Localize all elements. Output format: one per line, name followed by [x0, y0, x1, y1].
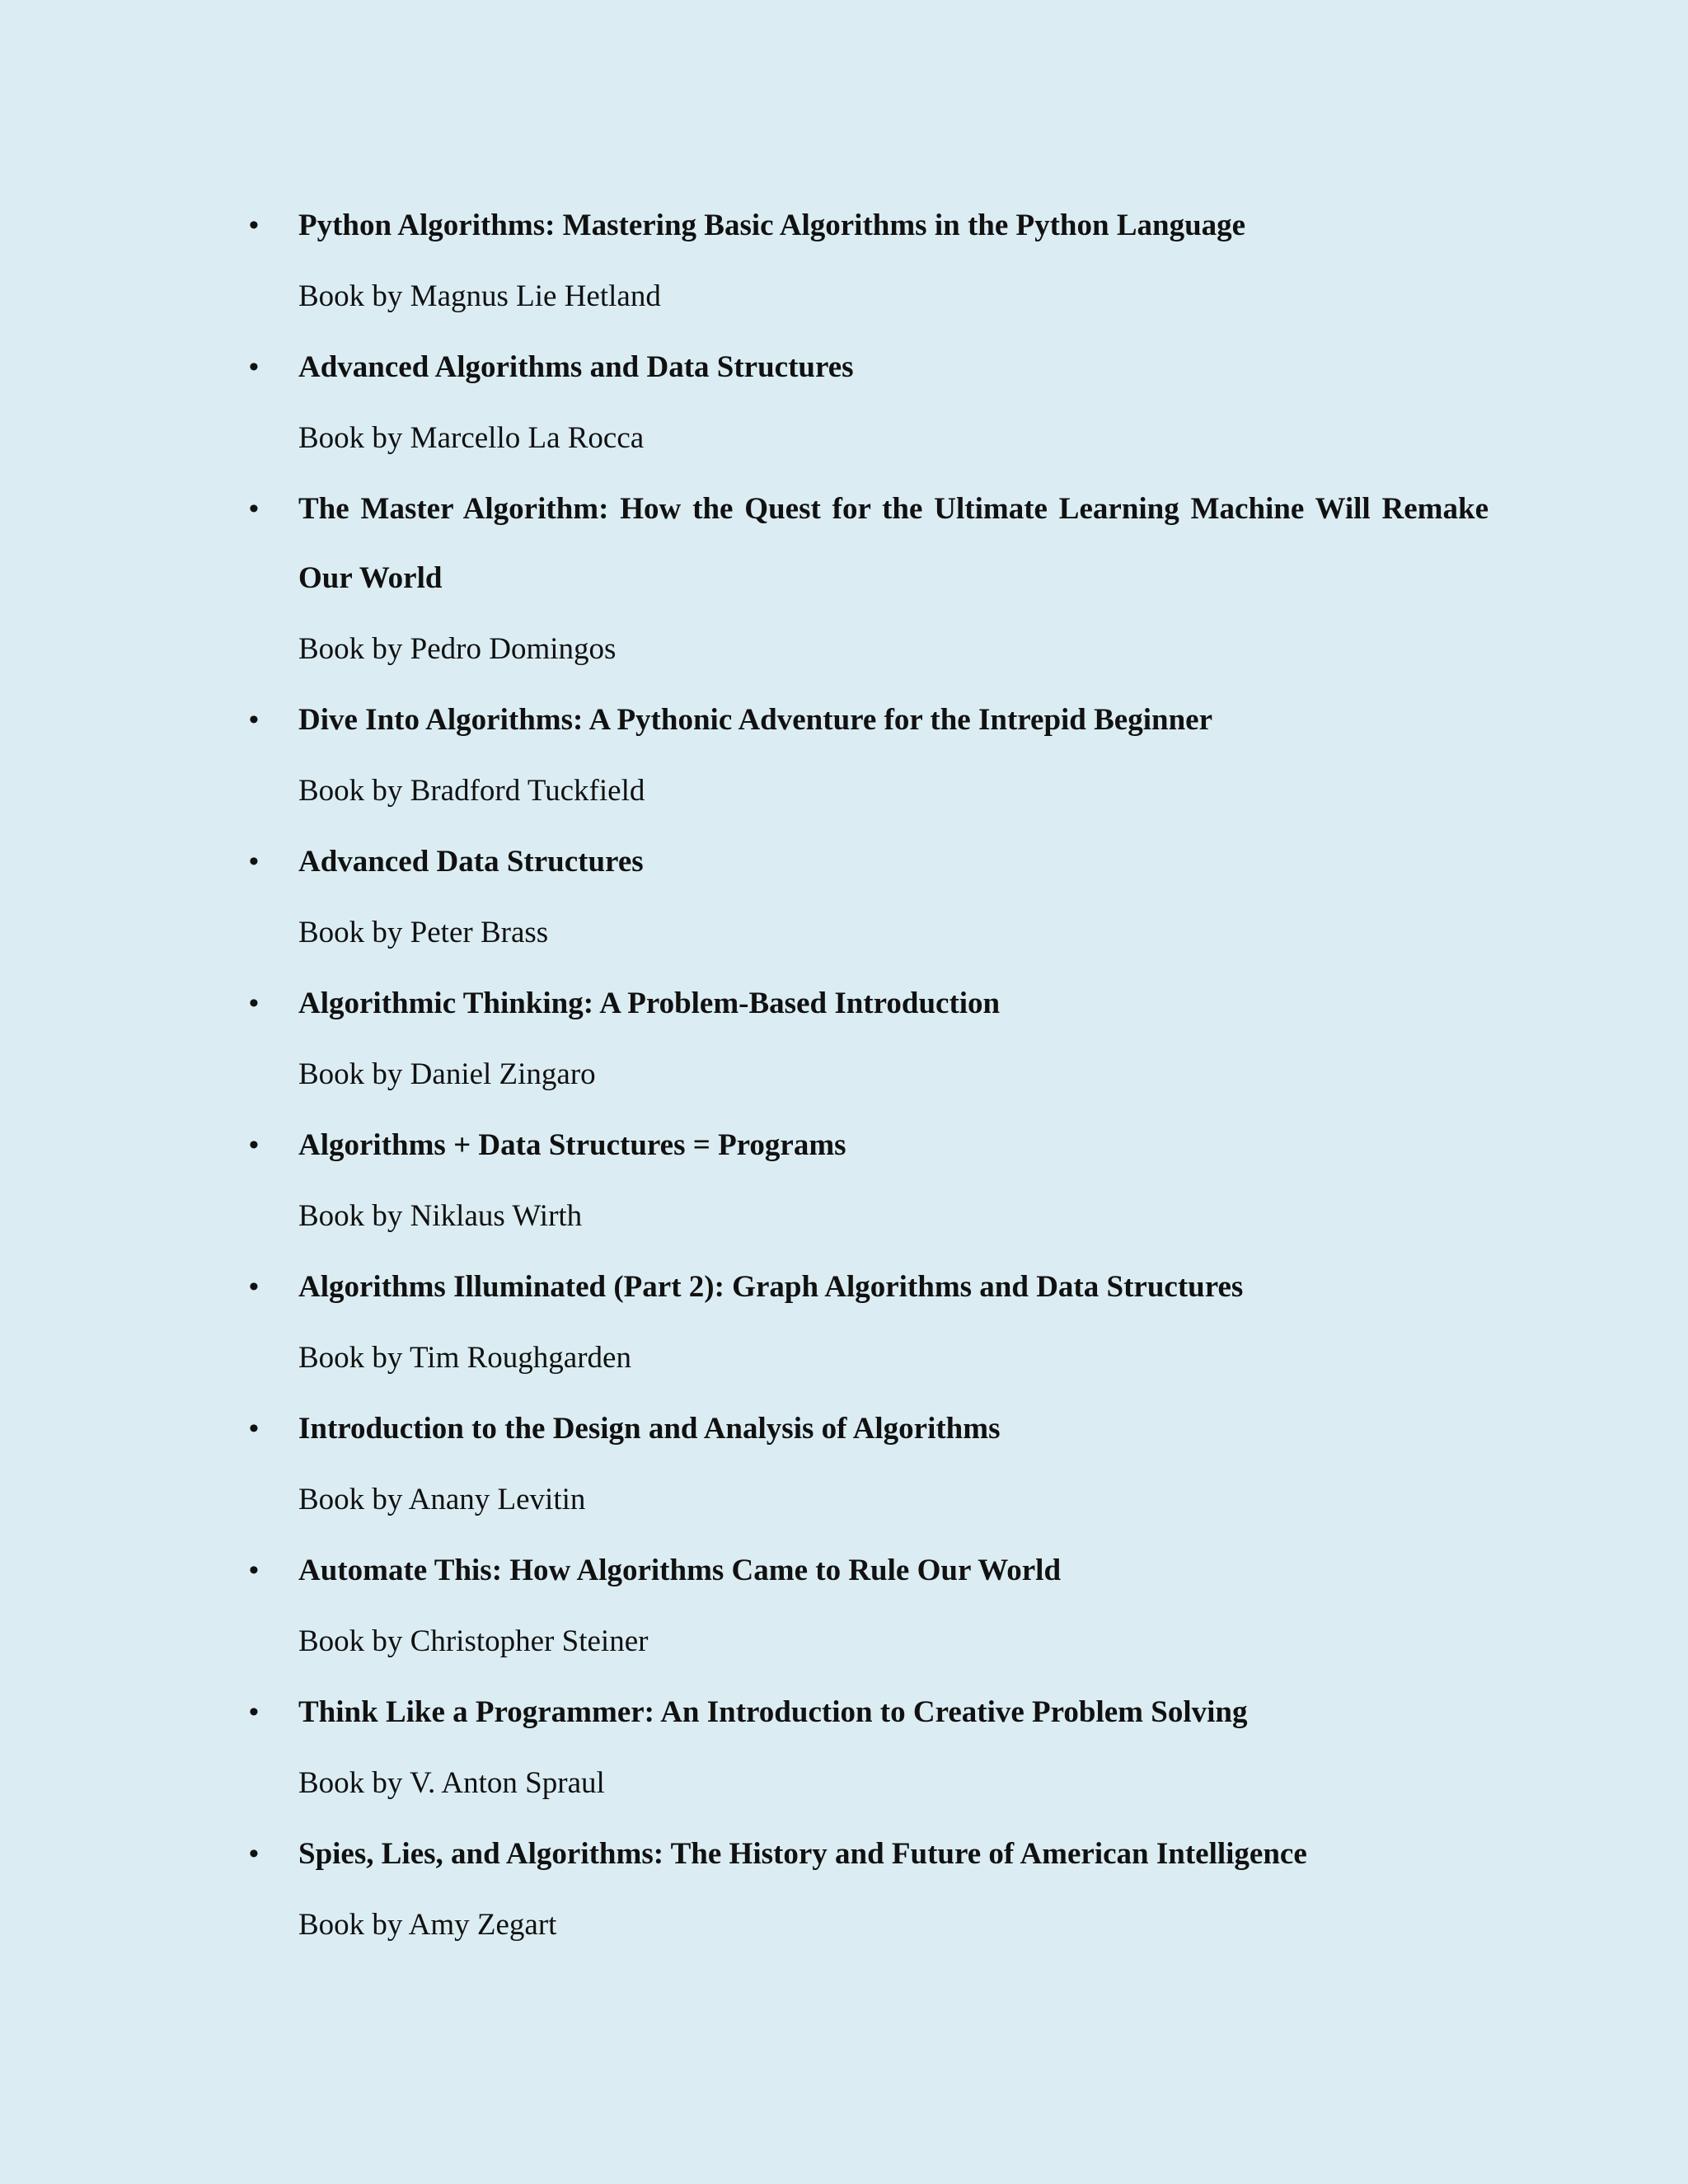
book-author: Book by Peter Brass [298, 916, 549, 949]
bullet-icon: • [249, 1839, 259, 1869]
book-title: Introduction to the Design and Analysis of Algorithms [298, 1412, 1001, 1446]
bullet-icon: • [249, 494, 259, 524]
book-list [249, 191, 1489, 1961]
book-title: Spies, Lies, and Algorithms: The History and Future of American Intelligence [298, 1837, 1307, 1871]
book-item [249, 333, 1489, 475]
bullet-icon: • [249, 705, 259, 735]
book-item [249, 191, 1489, 333]
book-author: Book by V. Anton Spraul [298, 1766, 605, 1800]
book-title: Python Algorithms: Mastering Basic Algorithms in the Python Language [298, 209, 1246, 242]
book-title: Advanced Algorithms and Data Structures [298, 350, 854, 384]
bullet-icon: • [249, 988, 259, 1019]
book-author: Book by Magnus Lie Hetland [298, 279, 661, 313]
book-item [249, 1536, 1489, 1678]
book-title: Algorithms + Data Structures = Programs [298, 1128, 846, 1162]
book-author: Book by Tim Roughgarden [298, 1341, 631, 1375]
book-item [249, 686, 1489, 827]
book-item [249, 1678, 1489, 1820]
book-item [249, 827, 1489, 969]
book-item [249, 1820, 1489, 1961]
book-author: Book by Amy Zegart [298, 1908, 557, 1942]
book-author: Book by Christopher Steiner [298, 1624, 649, 1658]
book-author: Book by Niklaus Wirth [298, 1199, 583, 1233]
book-item [249, 1394, 1489, 1536]
bullet-icon: • [249, 210, 259, 241]
book-title: Algorithms Illuminated (Part 2): Graph Algorithms and Data Structures [298, 1270, 1244, 1304]
book-item [249, 969, 1489, 1111]
book-author: Book by Anany Levitin [298, 1483, 586, 1516]
book-title: The Master Algorithm: How the Quest for the Ultimate Learning Machine Will Remake Our World [298, 492, 1489, 595]
bullet-icon: • [249, 1697, 259, 1727]
book-author: Book by Pedro Domingos [298, 632, 617, 666]
bullet-icon: • [249, 1555, 259, 1586]
book-title: Think Like a Programmer: An Introduction to Creative Problem Solving [298, 1695, 1248, 1729]
book-author: Book by Daniel Zingaro [298, 1057, 596, 1091]
book-item [249, 1253, 1489, 1394]
bullet-icon: • [249, 846, 259, 877]
book-item [249, 475, 1489, 686]
book-title: Automate This: How Algorithms Came to Rule Our World [298, 1554, 1062, 1587]
book-title: Algorithmic Thinking: A Problem-Based Introduction [298, 987, 1001, 1020]
bullet-icon: • [249, 1272, 259, 1302]
book-author: Book by Marcello La Rocca [298, 421, 645, 455]
bullet-icon: • [249, 352, 259, 382]
book-item [249, 1111, 1489, 1253]
bullet-icon: • [249, 1130, 259, 1160]
bullet-icon: • [249, 1413, 259, 1444]
book-author: Book by Bradford Tuckfield [298, 774, 645, 808]
book-title: Advanced Data Structures [298, 845, 644, 879]
book-title: Dive Into Algorithms: A Pythonic Adventure for the Intrepid Beginner [298, 703, 1213, 737]
